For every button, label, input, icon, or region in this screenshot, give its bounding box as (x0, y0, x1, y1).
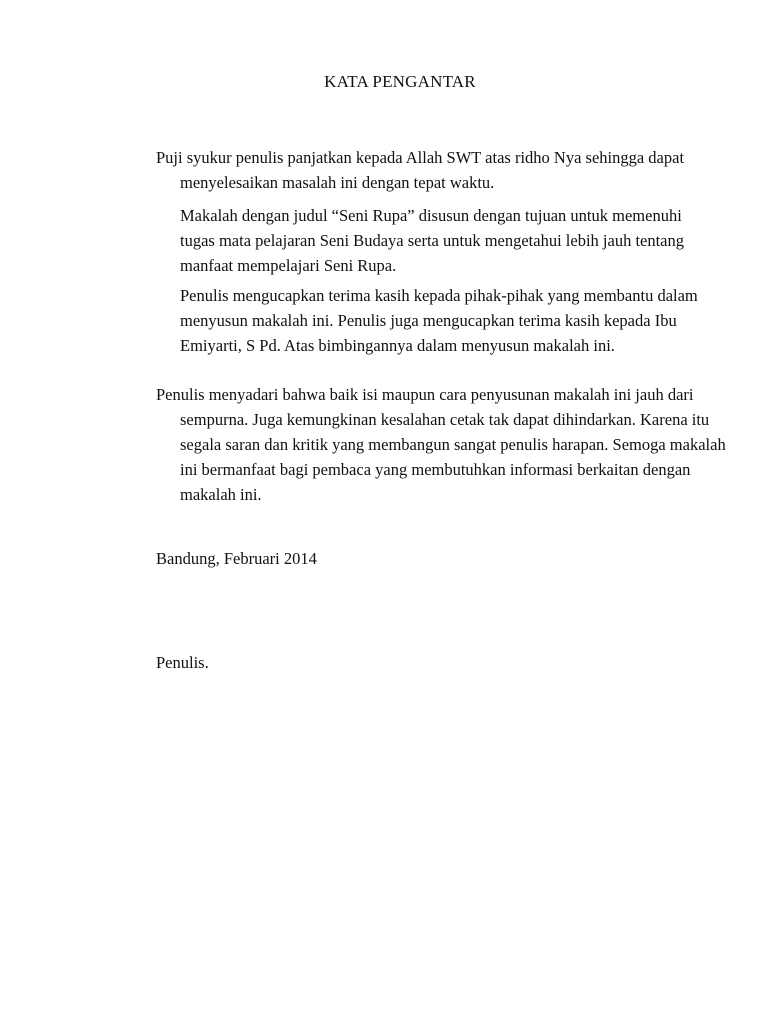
paragraph-purpose: Makalah dengan judul “Seni Rupa” disusun dengan tujuan untuk memenuhi tugas mata pelajaran Seni Budaya serta untuk mengetahui lebih jauh tentang manfaat mempelajari Seni Rupa. (180, 206, 685, 275)
place-date: Bandung, Februari 2014 (156, 549, 317, 568)
author-signature: Penulis. (156, 653, 209, 672)
document-title: KATA PENGANTAR (324, 72, 476, 91)
paragraph-thanks: Penulis mengucapkan terima kasih kepada pihak-pihak yang membantu dalam menyusun makalah ini. Penulis juga mengucapkan terima kasih kepada Ibu Emiyarti, S Pd. Atas bimbingannya dalam menyusun makalah ini. (180, 286, 698, 355)
paragraph-gratitude: Puji syukur penulis panjatkan kepada Allah SWT atas ridho Nya sehingga dapat menyelesaikan masalah ini dengan tepat waktu. (156, 148, 685, 192)
paragraph-closing: Penulis menyadari bahwa baik isi maupun cara penyusunan makalah ini jauh dari sempurna. Juga kemungkinan kesalahan cetak tak dapat dihindarkan. Karena itu segala saran dan kritik yang membangun sangat penulis harapan. Semoga makalah ini bermanfaat bagi pembaca yang membutuhkan informasi berkaitan dengan makalah ini. (156, 385, 726, 504)
